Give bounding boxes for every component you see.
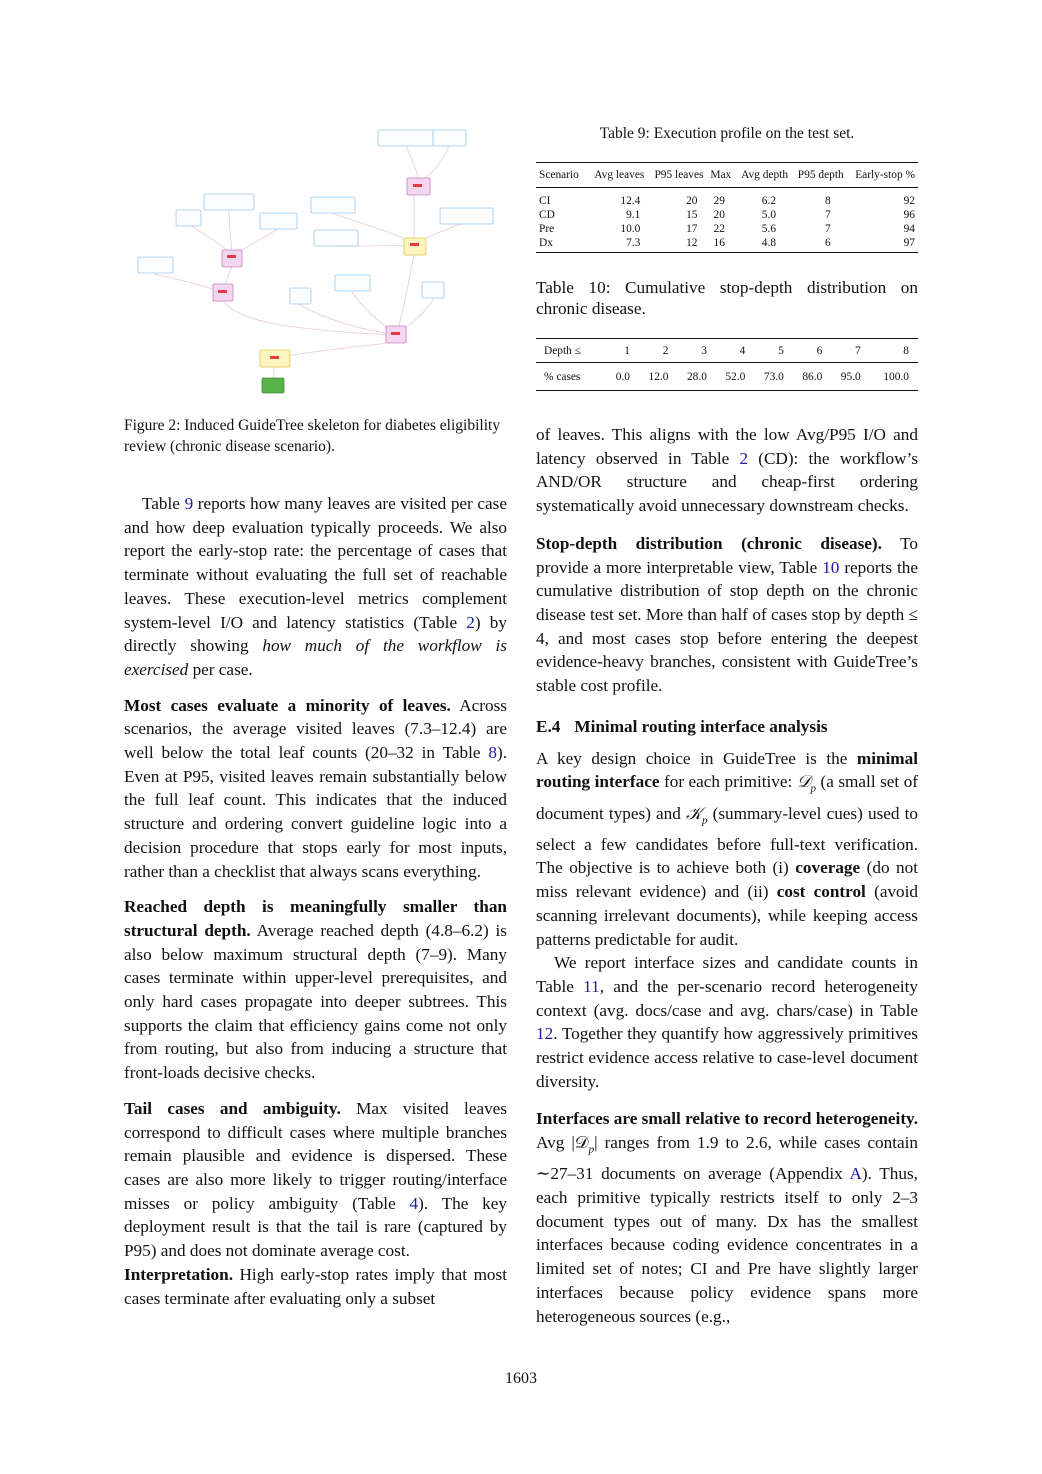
emphasis-text: how much of the workflow is exercised [124,636,507,679]
text-span: per case. [188,659,253,679]
table-cell: 20 [686,195,698,207]
table9-col-p95-depth: P95 depth [797,169,844,181]
table-cell: 12.4 [620,195,641,207]
table-row [536,236,918,253]
text-span: , and the per-scenario record heterogeneity context (avg. docs/case and avg. chars/case) in Table [536,976,918,1020]
guidetree-diagram [124,120,507,402]
table-ref-link[interactable]: 4 [409,1193,419,1213]
table-cell: 7 [855,345,861,357]
table-cell: 22 [713,223,725,235]
text-span: High early-stop rates imply that most cases terminate after evaluating only a subset [124,1264,507,1308]
figure-caption: Figure 2: Induced GuideTree skeleton for diabetes eligibility review (chronic disease scenario). [124,417,501,455]
left-column-text [124,492,507,1310]
table-cell: CI [539,195,551,207]
table-cell: 95.0 [840,371,861,383]
table-ref-link[interactable]: 8 [488,743,497,763]
paragraph-interpretation [124,1263,507,1310]
table-cell: 17 [686,223,698,235]
table-cell: 6 [816,345,823,357]
paragraph-heading: Interpretation. [124,1264,233,1284]
paragraph-execution-profile [124,492,507,682]
section-heading [536,715,918,738]
paragraph-heading: Reached depth is meaningfully smaller than structural depth. [124,897,507,940]
text-span: ). The key deployment result is that the tail is rare (captured by P95) and does not dominate average cost. [124,1193,507,1261]
table-cell: 2 [662,345,669,357]
table9-col-avg-leaves: Avg leaves [594,169,645,181]
text-span: | ranges from 1.9 to 2.6, while cases contain ∼27–31 documents on average (Appendix [536,1133,918,1184]
table-row [536,188,918,209]
text-span: (a small set of document types) and [536,772,919,823]
table-cell: 7 [824,209,831,221]
table-ref-link[interactable]: 2 [739,448,749,468]
table-cell: 100.0 [883,371,909,383]
table-cell: 7.3 [626,237,641,249]
guidetree-figure [124,120,507,402]
table-cell: 5.6 [761,223,777,235]
table9-col-scenario: Scenario [539,169,579,181]
table-ref-link[interactable]: 12 [536,1024,554,1044]
table-cell: 16 [713,237,725,249]
table10-caption: Table 10: Cumulative stop-depth distribution on chronic disease. [536,278,918,318]
bold-term: coverage [795,858,861,878]
table9-col-early-stop: Early-stop % [855,169,915,181]
table10-depth-label: Depth ≤ [544,345,581,357]
paragraph-heading: Tail cases and ambiguity. [124,1098,341,1118]
table-cell: 29 [713,195,725,207]
paragraph-minority-leaves [124,694,507,884]
text-span: reports how many leaves are visited per case and how deep evaluation typically proceeds. We also report the early-stop rate: the percentage of cases that terminate without evaluating the full set of reachable leaves. These execution-level metrics complement system-level I/O and latency statistics (Table [124,494,507,632]
paragraph-heading: Stop-depth distribution (chronic disease). [536,533,882,553]
text-span: (CD): the workflow’s AND/OR structure and cheap-first ordering systematically avoid unnecessary downstream checks. [536,448,919,516]
table-cell: Dx [539,237,553,249]
table-cell: Pre [539,223,555,235]
table-cell: 6.2 [761,195,777,207]
text-span: A key design choice in GuideTree is the [536,748,857,768]
table10 [536,338,918,391]
text-span: Max visited leaves correspond to difficult cases where multiple branches remain plausible and evidence is dispersed. These cases are also more likely to trigger routing/interface misses or policy ambiguity (Table [124,1098,507,1213]
table-ref-link[interactable]: 10 [822,557,840,577]
math-symbol: 𝒟$_p$ [796,772,817,795]
paragraph-routing-interface [536,747,918,952]
table-cell: 28.0 [686,371,707,383]
table10-row-label: % cases [544,371,581,383]
text-span: To provide a more interpretable view, Table [536,533,918,577]
table-cell: 8 [903,345,909,357]
table-cell: 4 [739,345,746,357]
table-ref-link[interactable]: 2 [466,612,475,632]
text-span: We report interface sizes and candidate counts in Table [536,953,918,996]
text-span: ) by directly showing [124,612,507,656]
table-cell: 4.8 [761,237,777,249]
table9-header-row [536,163,918,188]
table9-col-avg-depth: Avg depth [741,169,789,181]
table-cell: 86.0 [802,371,823,383]
table-cell: 12 [686,237,698,249]
section-number: E.4 [536,716,561,736]
table-cell: 52.0 [725,371,746,383]
table9-caption: Table 9: Execution profile on the test set. [599,125,855,142]
table-cell: 96 [903,209,915,221]
table-cell: 73.0 [763,371,784,383]
table-cell: 1 [624,345,630,357]
paragraph-stop-depth [536,532,918,698]
text-span: Average reached depth (4.8–6.2) is also below maximum structural depth (7–9). Many cases terminate within upper-level prerequisites, and only hard cases propagate into deeper subtrees. This supports the claim that efficiency gains come not only from routing, but also from inducing a structure that front-loads decisive checks. [124,920,507,1083]
table-cell: 94 [903,223,915,235]
text-span: Avg |𝒟 [536,1133,589,1153]
table-cell: 12.0 [648,371,669,383]
text-span: (avoid scanning irrelevant documents), while keeping access patterns predictable for audit. [536,882,919,949]
page-number: 1603 [505,1370,537,1387]
table-cell: 3 [701,345,707,357]
section-title: Minimal routing interface analysis [574,716,828,736]
table-cell: 7 [824,223,831,235]
table-cell: 9.1 [626,209,641,221]
table-row [536,363,918,391]
text-span: . Together they quantify how aggressively primitives restrict evidence access relative to case-level document diversity. [536,1024,918,1091]
math-symbol-d: 𝒟 [796,772,811,792]
table-cell: 92 [903,195,915,207]
paragraph-tail-cases [124,1097,507,1263]
right-column-text [536,423,918,1328]
table-cell: 5 [778,345,784,357]
table-row [536,222,918,236]
table-cell: CD [539,209,555,221]
table-cell: 10.0 [620,223,641,235]
table-cell: 15 [686,209,698,221]
bold-term: minimal routing interface [536,748,918,792]
text-span: (summary-level cues) used to select a few candidates before full-text verification. The objective is to achieve both (i) [536,803,918,878]
math-symbol-k: 𝒦 [686,803,702,823]
text-span: Across scenarios, the average visited leaves (7.3–12.4) are well below the total leaf counts (20–32 in Table [124,695,507,763]
table9-col-p95-leaves: P95 leaves [654,169,704,181]
text-span: reports the cumulative distribution of stop depth on the chronic disease test set. More than half of cases stop by depth ≤ 4, and most cases stop before entering the deepest evidence-heavy branches, consistent with GuideTree’s stable cost profile. [536,557,918,696]
text-span: ). Thus, each primitive typically restricts itself to only 2–3 document types out of many. Dx has the smallest interfaces because coding evidence concentrates in a limited set of notes; CI and Pre have slightly larger interfaces because policy evidence spans more heterogeneous sources (e.g., [536,1164,918,1326]
text-span: ). Even at P95, visited leaves remain substantially below the full leaf count. This indicates that the induced structure and ordering convert guideline logic into a decision procedure that stops early for most inputs, rather than a checklist that always scans everything. [124,743,507,881]
table-cell: 6 [824,237,831,249]
text-span: of leaves. This aligns with the low Avg/P95 I/O and latency observed in Table [536,425,918,468]
table-ref-link[interactable]: 11 [583,976,600,996]
table-cell: 20 [713,209,725,221]
text-span: Table [142,494,185,513]
table9-col-max: Max [710,169,732,181]
paragraph-continuation [536,423,918,518]
paragraph-interface-sizes [536,951,918,1093]
paragraph-interfaces-small: Interfaces are small relative to record heterogeneity. Avg |𝒟$_p$| ranges from 1.9 to 2.6, while cases contain ∼27–31 documents on average (Appendix A). Thus, each primitive typically restricts itself to only 2–3 document types out of many. Dx has the smallest interfaces because coding evidence concentrates in a limited set of notes; CI and Pre have slightly larger interfaces because policy evidence spans more heterogeneous sources (e.g., [536,1109,918,1326]
table-ref-link[interactable]: 9 [184,494,194,513]
text-span: (do not miss relevant evidence) and (ii) [536,858,918,902]
text-span: for each primitive: [659,772,797,792]
table9 [536,162,918,253]
paragraph-reached-depth [124,895,507,1085]
math-symbol: 𝒦$_p$ [686,803,708,827]
paragraph-heading: Interfaces are small relative to record heterogeneity. [536,1109,918,1129]
appendix-ref-link[interactable]: A [849,1164,862,1184]
bold-term: cost control [776,882,866,902]
paragraph-heading: Most cases evaluate a minority of leaves. [124,695,451,715]
table-cell: 97 [903,237,915,249]
table-row [536,208,918,222]
table-cell: 0.0 [615,371,630,383]
table-cell: 5.0 [761,209,777,221]
table10-header-row [536,339,918,363]
table-cell: 8 [824,195,831,207]
